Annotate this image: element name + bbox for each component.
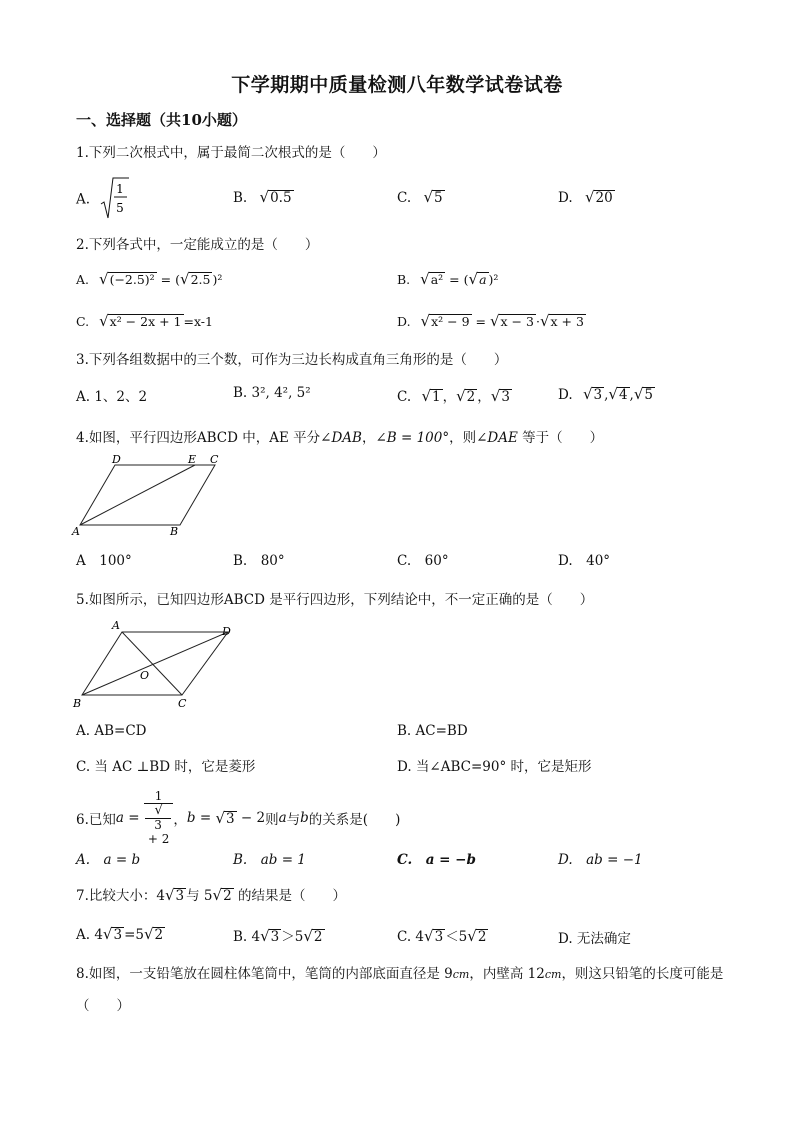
q5-option-a[interactable]: A. AB=CD xyxy=(76,723,147,739)
q6-option-a[interactable]: A. a = b xyxy=(76,852,141,868)
q1-option-a[interactable] xyxy=(76,176,130,224)
radicand: 5 xyxy=(644,387,653,403)
q1-option-b[interactable]: B. √0.5 xyxy=(233,188,292,206)
radicand: 20 xyxy=(595,190,613,206)
option-pre: A. 4 xyxy=(76,927,103,943)
question-4-stem xyxy=(76,426,603,446)
stem-text: 等于（ ） xyxy=(517,430,604,446)
q3-option-d[interactable]: D. √3 ,√4 ,√5 xyxy=(558,385,653,403)
q4-parallelogram-figure xyxy=(70,455,230,541)
radicand: x² − 9 xyxy=(431,314,470,329)
radicand: 2.5 xyxy=(190,272,211,287)
q1-a-num: 1 xyxy=(116,182,125,196)
var-b: b xyxy=(300,810,309,827)
radicand: (−2.5)² xyxy=(109,272,155,287)
question-8-answer-blank: （ ） xyxy=(76,998,130,1014)
tail: )² xyxy=(212,272,223,287)
sqrt-fraction xyxy=(100,176,130,220)
stem-text: 6.已知 xyxy=(76,812,116,829)
radicand: 2 xyxy=(466,389,476,405)
label-c: C xyxy=(210,455,219,466)
label-d: D xyxy=(112,455,121,466)
option-label: C. xyxy=(397,389,412,405)
equals: = xyxy=(471,314,490,329)
stem-text: ， xyxy=(173,812,187,829)
radicand: 3 xyxy=(226,810,235,827)
label-b: B xyxy=(73,697,82,710)
q4-option-b[interactable]: B. 80° xyxy=(233,553,285,569)
den-tail: + 2 xyxy=(147,832,170,847)
page-title: 下学期期中质量检测八年数学试卷试卷 xyxy=(231,74,563,96)
var-a: a xyxy=(278,810,287,827)
option-label: A. xyxy=(76,191,91,208)
dot: · xyxy=(535,314,540,329)
radicand: x − 3 xyxy=(500,314,534,329)
radicand: 3 xyxy=(145,818,172,833)
option-label: D. xyxy=(558,190,573,206)
label-e: E xyxy=(188,455,197,466)
stem-text: ， xyxy=(361,430,376,446)
label-d: D xyxy=(222,625,231,638)
angle-dab: ∠DAB xyxy=(320,430,362,446)
tail: =x-1 xyxy=(183,314,213,329)
option-label: C. xyxy=(397,190,412,206)
radicand: 2 xyxy=(477,929,487,945)
stem-text: 8.如图，一支铅笔放在圆柱体笔筒中，笔筒的内部底面直径是 9 xyxy=(76,966,453,982)
stem-text: 4.如图，平行四边形ABCD 中，AE 平分 xyxy=(76,430,321,446)
label-b: B xyxy=(170,525,179,537)
stem-text: ，则这只铅笔的长度可能是 xyxy=(561,966,724,982)
unit: cm xyxy=(544,968,562,981)
q4-option-d[interactable]: D. 40° xyxy=(558,553,611,569)
operator: ＞5 xyxy=(281,929,304,945)
q7-option-b[interactable]: B. 4√3 ＞5√2 xyxy=(233,927,323,945)
radicand: a xyxy=(479,272,487,287)
equals: = ( xyxy=(445,272,469,287)
question-7-stem: 7.比较大小：4√3 与 5√2 的结果是（ ） xyxy=(76,886,346,904)
option-label: B. xyxy=(397,272,411,287)
question-3-stem: 3.下列各组数据中的三个数，可作为三边长构成直角三角形的是（ ） xyxy=(76,352,508,368)
question-5-stem: 5.如图所示，已知四边形ABCD 是平行四边形，下列结论中，不一定正确的是（ ） xyxy=(76,592,594,608)
operator: =5 xyxy=(124,927,144,943)
option-label: C. xyxy=(76,314,90,329)
radicand: 3 xyxy=(501,389,510,405)
separator: ， xyxy=(442,389,457,405)
q2-option-c[interactable]: C. √x² − 2x + 1 =x-1 xyxy=(76,312,213,330)
equals: = ( xyxy=(156,272,180,287)
option-pre: C. 4 xyxy=(397,929,425,945)
q5-option-c[interactable]: C. 当 AC ⊥BD 时，它是菱形 xyxy=(76,759,256,775)
radicand: 2 xyxy=(313,929,323,945)
q1-option-d[interactable]: D. √20 xyxy=(558,188,613,206)
q5-parallelogram-figure xyxy=(70,617,240,715)
separator: , xyxy=(629,387,634,403)
b-tail: − 2 xyxy=(236,810,266,827)
question-2-stem: 2.下列各式中，一定能成立的是（ ） xyxy=(76,237,319,253)
operator: ＜5 xyxy=(445,929,468,945)
radicand: 4 xyxy=(618,387,628,403)
equals: = xyxy=(123,810,144,827)
radicand: 3 xyxy=(270,929,280,945)
q4-option-a[interactable]: A 100° xyxy=(76,553,132,569)
question-8-stem xyxy=(76,962,723,982)
radicand: 0.5 xyxy=(270,190,292,206)
radicand: x + 3 xyxy=(550,314,584,329)
stem-text: 的关系是( ) xyxy=(308,812,401,829)
stem-text: 与 5 xyxy=(186,888,213,904)
q3-option-a[interactable]: A. 1、2、2 xyxy=(76,389,148,405)
label-c: C xyxy=(178,697,187,710)
radicand: a² xyxy=(430,272,444,287)
angle-b: ∠B = 100° xyxy=(375,430,450,446)
unit: cm xyxy=(452,968,470,981)
q3-option-b[interactable]: B. 3², 4², 5² xyxy=(233,385,311,401)
question-1-stem: 1.下列二次根式中，属于最简二次根式的是（ ） xyxy=(76,145,386,161)
stem-text: ，内壁高 12 xyxy=(469,966,545,982)
q2-option-b[interactable]: B. √a² = (√a )² xyxy=(397,270,499,288)
var-a: a xyxy=(115,810,124,827)
angle-dae: ∠DAE xyxy=(476,430,518,446)
radicand: 3 xyxy=(434,929,444,945)
var-b: b xyxy=(186,810,196,827)
option-label: D. xyxy=(558,387,573,403)
q1-option-c[interactable]: C. √5 xyxy=(397,188,443,206)
stem-text: 与 xyxy=(286,812,301,829)
radicand: x² − 2x + 1 xyxy=(109,314,182,329)
separator: , xyxy=(604,387,609,403)
label-o: O xyxy=(140,669,150,682)
denominator: √ 3 + 2 xyxy=(144,804,174,846)
stem-text: 的结果是（ ） xyxy=(233,888,346,904)
q5-option-d[interactable]: D. 当∠ABC=90° 时，它是矩形 xyxy=(397,759,592,775)
q7-option-d[interactable]: D. 无法确定 xyxy=(558,931,631,947)
radicand: 3 xyxy=(113,927,123,943)
radicand: 2 xyxy=(223,888,232,904)
radicand: 1 xyxy=(432,389,441,405)
label-a: A xyxy=(112,619,120,632)
q7-option-a[interactable]: A. 4√3 =5√2 xyxy=(76,925,164,943)
section-heading: 一、选择题（共10小题） xyxy=(76,111,247,129)
label-a: A xyxy=(72,525,80,537)
option-label: B. xyxy=(233,190,248,206)
question-6-stem: 6.已知a = 1 √ 3 + 2 ，b = √3 − 2则a与b的关系是( ) xyxy=(76,789,401,847)
q1-a-den: 5 xyxy=(116,201,125,215)
q3-option-c[interactable]: C. √1 ，√2 ，√3 xyxy=(397,387,510,405)
q6-option-d[interactable]: D. ab = −1 xyxy=(558,852,643,868)
q6-option-c[interactable]: C. a = −b xyxy=(397,852,476,868)
radicand: 2 xyxy=(154,927,164,943)
q6-option-b[interactable]: B. ab = 1 xyxy=(233,852,306,868)
q7-option-c[interactable]: C. 4√3 ＜5√2 xyxy=(397,927,487,945)
stem-text: 则 xyxy=(265,812,279,829)
radicand: 3 xyxy=(593,387,603,403)
stem-text: ，则 xyxy=(449,430,477,446)
tail: )² xyxy=(488,272,499,287)
option-label: D. xyxy=(397,314,411,329)
q4-option-c[interactable]: C. 60° xyxy=(397,553,449,569)
stem-text: 7.比较大小：4 xyxy=(76,888,165,904)
numerator: 1 xyxy=(144,790,174,804)
q5-option-b[interactable]: B. AC=BD xyxy=(397,723,468,739)
equals: = xyxy=(195,810,216,827)
fraction xyxy=(144,790,174,846)
q2-option-a[interactable]: A. √(−2.5)² = (√2.5 )² xyxy=(76,270,223,288)
radicand: 5 xyxy=(434,190,443,206)
option-label: A. xyxy=(76,272,90,287)
option-pre: B. 4 xyxy=(233,929,261,945)
separator: ， xyxy=(477,389,491,405)
radicand: 3 xyxy=(175,888,185,904)
q2-option-d[interactable]: D. √x² − 9 = √x − 3 ·√x + 3 xyxy=(397,312,584,330)
